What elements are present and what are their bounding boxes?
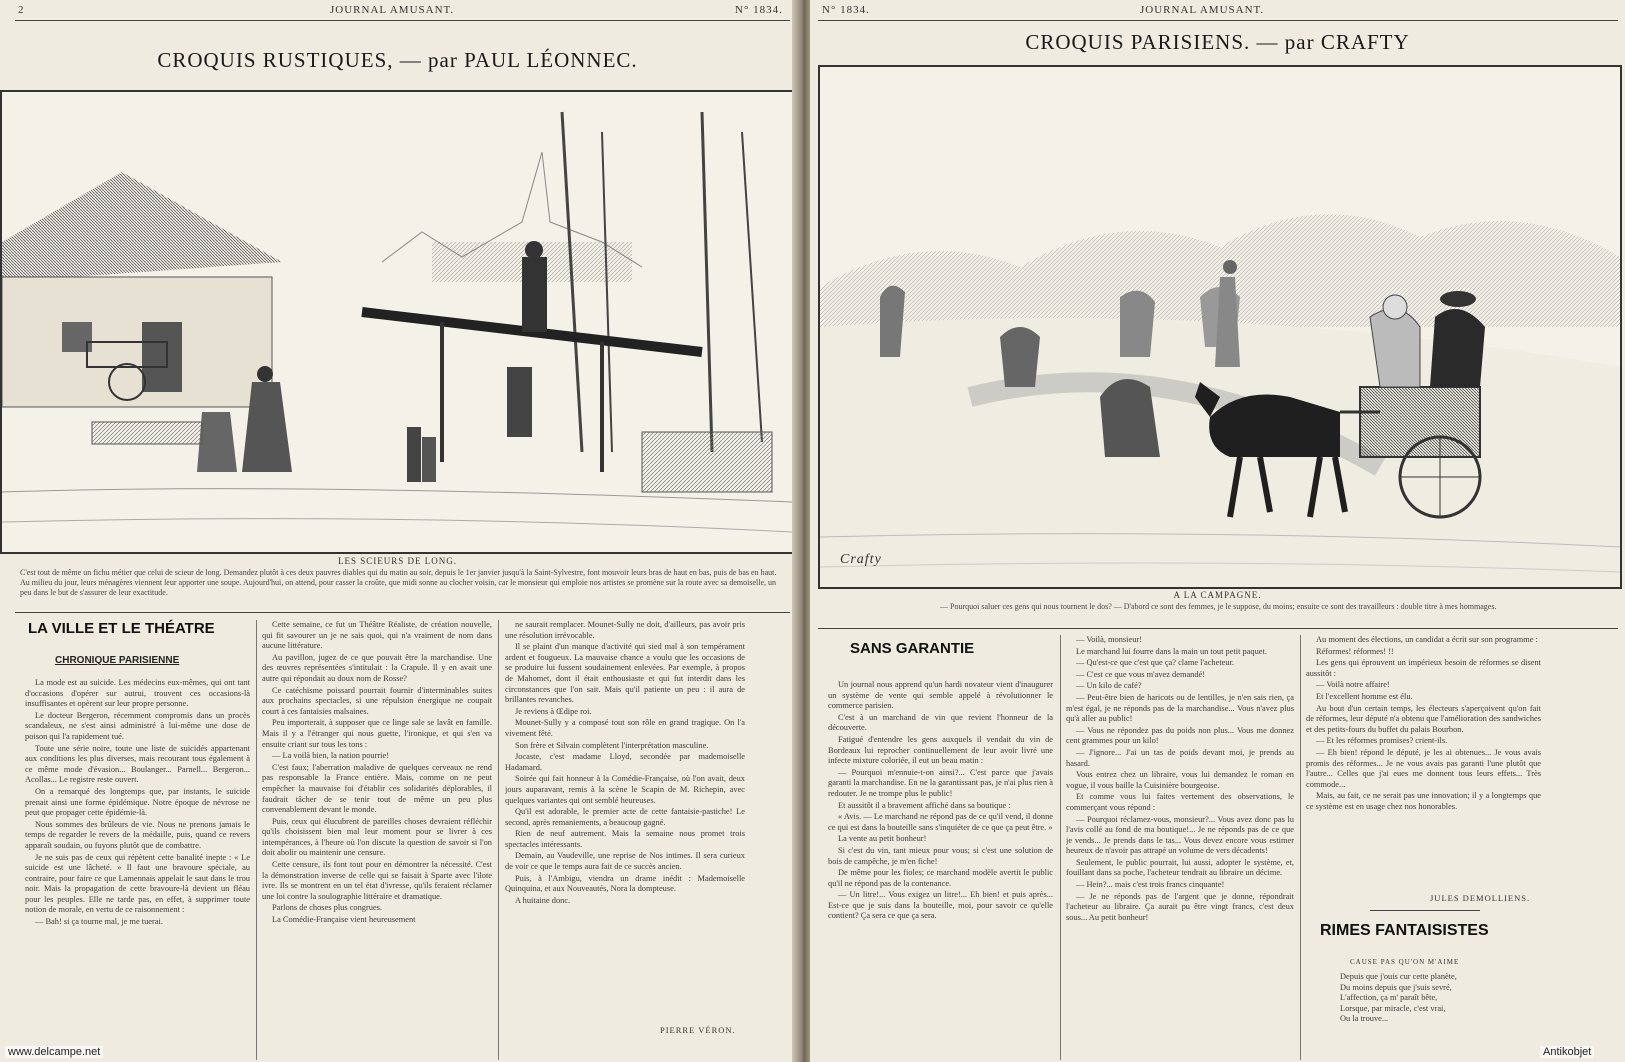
paragraph: Au bout d'un certain temps, les électeurs s'aperçoivent qu'on fait de réformes, leur député n'a obtenu que l'amélioration des sandwiches et des petits-fours du buffet du palais Bourbon.	[1306, 703, 1541, 734]
paragraph: On a remarqué des longtemps que, par instants, le suicide prenait ainsi une forme épidémique. Notre époque de névrose ne peut que propager cette épidémie-là.	[25, 786, 250, 818]
paragraph: ne saurait remplacer. Mounet-Sully ne doit, d'ailleurs, pas avoir pris une résolution irrévocable.	[505, 620, 745, 640]
paragraph: — Bah! si ça tourne mal, je me tuerai.	[35, 917, 163, 927]
paragraph: Peu importerait, à supposer que ce linge sale se lavât en famille. Mais il y a l'étranger qui nous guette, l'ironique, et qui s'en va ensuite criant sur tous les tons :	[262, 718, 492, 749]
paragraph: Fatigué d'entendre les gens auxquels il vendait du vin de Bordeaux lui reprocher continuellement de leur avoir livré une infecte mixture coloriée, il eut un beau matin :	[828, 734, 1053, 766]
column-chronique-1	[25, 678, 250, 1062]
paragraph: Son frère et Silvain complètent l'interprétation masculine.	[515, 740, 709, 750]
poem-verses	[1340, 972, 1540, 1047]
paragraph: Puis, ceux qui élucubrent de pareilles choses devraient réfléchir qu'ils choisissent bien mal leur moment pour se livrer à ces intempérances, à l'heure où l'on discute la question de savoir si l'on doit abolir ou maintenir une censure.	[262, 816, 492, 858]
section-title-sans-garantie: SANS GARANTIE	[850, 640, 975, 657]
page-title: CROQUIS PARISIENS. — par CRAFTY	[1025, 30, 1410, 54]
paragraph: Toute une série noire, toute une liste de suicidés appartenant aux conditions les plus diverses, mais recourant tous également à ce même mode d'évasion... Boulanger... Parnell... Bergeron... Acollas... Le registre reste ouvert.	[25, 743, 250, 785]
paragraph: — Eh bien! répond le député, je les ai obtenues... Je vous avais promis des réformes... Je ne vous avais pas garanti l'une plutôt que l'autre... Celles que j'ai eues me donnent tous leurs effets... Très commode...	[1306, 747, 1541, 789]
poem-line: Lorsque, par miracle, c'est vrai,	[1340, 1003, 1446, 1013]
right-page	[810, 0, 1625, 1062]
column-sans-garantie-1	[828, 680, 1053, 1062]
paragraph: Parlons de choses plus congrues.	[272, 903, 383, 913]
paragraph: Puis, à l'Ambigu, viendra un drame inédit : Mademoiselle Quinquina, et aux Nouveautés, Nora la dompteuse.	[505, 873, 745, 894]
header-rule	[818, 20, 1618, 21]
paragraph: La mode est au suicide. Les médecins eux-mêmes, qui ont tant d'occasions d'opérer sur autrui, trouvent ces occasions-là insuffisantes et opèrent sur leur propre personne.	[25, 678, 250, 709]
issue-number: N° 1834.	[735, 4, 783, 16]
paragraph: Au pavillon, jugez de ce que pouvait être la marchandise. Une des œuvres représentées s'intitulait : la Crapule. Il y en avait une autre qui répondait au doux nom de Rosse?	[262, 652, 492, 683]
paragraph: Et l'excellent homme est élu.	[1316, 691, 1413, 701]
paragraph: Si c'est du vin, tant mieux pour vous; si c'est une solution de bois de campêche, je m'en fiche!	[828, 845, 1053, 866]
paragraph: A huitaine donc.	[515, 895, 571, 905]
paragraph: Mais, au fait, ce ne serait pas une innovation; il y a longtemps que ce système est en usage chez nos honorables.	[1306, 791, 1541, 811]
paragraph: — Et les réformes promises? crient-ils.	[1316, 736, 1448, 746]
column-rule	[256, 620, 257, 1060]
paragraph: Jocaste, c'est madame Lloyd, secondée par mademoiselle Hadamard.	[505, 752, 745, 772]
artist-signature: Crafty	[840, 552, 882, 567]
paragraph: Et comme vous lui faites vertement des observations, le commerçant vous répond :	[1066, 792, 1294, 812]
paragraph: Qu'il est adorable, le premier acte de cette fantaisie-pastiche! Le second, après remaniements, a beaucoup gagné.	[505, 807, 745, 827]
paragraph: Ce catéchisme poissard pourrait fournir d'interminables suites aux prochains spectacles, si une répulsion énergique ne coupait court à ces fantaisies malsaines.	[262, 685, 492, 716]
poem-line: Depuis que j'ouis cur cette planète,	[1340, 972, 1457, 981]
paragraph: — La voilà bien, la nation pourrie!	[272, 751, 389, 761]
paragraph: — Hein?... mais c'est trois francs cinquante!	[1076, 880, 1225, 890]
page-number: 2	[18, 4, 25, 16]
paragraph: C'est faux; l'aberration maladive de quelques cerveaux ne rend pas responsable la France entière. Mais, comme on ne peut empêcher la mauvaise foi d'établir ces solidarités déplorables, il faudrait tâcher de se tenir tout de même un peu plus convenablement devant le monde.	[262, 762, 492, 815]
column-rule	[1060, 635, 1061, 1060]
paragraph: Rien de neuf autrement. Mais la semaine nous promet trois spectacles intéressants.	[505, 829, 745, 849]
watermark-antikobjet: Antikobjet	[1540, 1046, 1594, 1058]
paragraph: Il se plaint d'un manque d'activité qui sied mal à son tempérament ardent et fougueux. La mauvaise chance a voulu que les occasions de se produire lui fussent soudainement enlevées. Par exemple, à propos de Mahomet, dont il était enthousiaste et qui fut interdit dans les circonstances que l'on sait. Mais qu'il patiente un peu : il aura de brillantes revanches.	[505, 642, 745, 705]
paragraph: — Qu'est-ce que c'est que ça? clame l'acheteur.	[1076, 658, 1234, 668]
paragraph: La vente au petit bonheur!	[838, 834, 927, 844]
divider-rule	[15, 612, 790, 613]
paragraph: C'est à un marchand de vin que revient l'honneur de la découverte.	[828, 712, 1053, 733]
poem-line: Du moins depuis que j'suis sevré,	[1340, 982, 1452, 992]
illustration-legend: C'est tout de même un fichu métier que celui de scieur de long. Demandez plutôt à ces deux pauvres diables qui du matin au soir, depuis le 1er janvier jusqu'à la Saint-Sylvestre, font mouvoir leurs bras de haut en bas, puis de bas en haut. Au milieu du jour, leurs ménagères viennent leur apporter une soupe. Aujourd'hui, on attend, pour casser la croûte, que midi sonne au clocher voisin, car le monsieur qui emploie nos artistes se promène sur la route avec sa demoiselle, un peu dans le but de s'assurer de leur exactitude.	[20, 568, 777, 597]
page-title: CROQUIS RUSTIQUES, — par PAUL LÉONNEC.	[157, 48, 638, 72]
column-rule	[1300, 635, 1301, 1060]
paragraph: Soirée qui fait honneur à la Comédie-Française, où l'on avait, deux jours auparavant, remis à la scène le Scapin de M. Richepin, avec quelques variantes qui ont semblé heureuses.	[505, 774, 745, 805]
divider-rule	[818, 628, 1618, 629]
paragraph: Cette semaine, ce fut un Théâtre Réaliste, de création nouvelle, qui fit savourer un je ne sais quoi, qui n'a vraiment de nom dans aucune littérature.	[262, 620, 492, 651]
author-signature: PIERRE VÉRON.	[660, 1025, 736, 1035]
paragraph: Au moment des élections, un candidat a écrit sur son programme :	[1316, 635, 1538, 644]
column-rule	[498, 620, 499, 1060]
section-subtitle-chronique: CHRONIQUE PARISIENNE	[55, 655, 180, 666]
paragraph: — Pourquoi réclamez-vous, monsieur?... Vous avez donc pas lu l'avis collé au fond de ma boutique!... Je ne réponds pas de ce que je vends... Je prends dans le tas... Vous devez encore vous estimer heureux de n'avoir pas attrapé un volume de vers décadents!	[1066, 814, 1294, 856]
illustration-scieurs	[0, 90, 794, 554]
paragraph: Cette censure, ils font tout pour en démontrer la nécessité. C'est la démonstration inverse de celle qui se faisait à Sparte avec l'ilote ivre. Ils se montrent en un tel état d'ivresse, qu'ils feraient réclamer une loi contre la soulographie littéraire et dramatique.	[262, 860, 492, 901]
paragraph: « Avis. — Le marchand ne répond pas de ce qu'il vend, il donne ce qui est dans la bouteille sans s'inquiéter de ce que ça peut être. »	[828, 812, 1053, 832]
section-title-ville-theatre: LA VILLE ET LE THÉATRE	[28, 620, 215, 637]
short-rule	[1370, 910, 1480, 911]
paragraph: — Voilà, monsieur!	[1076, 635, 1142, 644]
poem-line: L'affection, ça m' paraît bête,	[1340, 993, 1438, 1003]
paragraph: Et aussitôt il a bravement affiché dans sa boutique :	[838, 800, 1011, 810]
illustration-caption: LES SCIEURS DE LONG.	[337, 556, 457, 566]
column-sans-garantie-2	[1066, 635, 1294, 1062]
paragraph: — J'ignore... J'ai un tas de poids devant moi, je prends au hasard.	[1066, 747, 1294, 768]
poem-heading: CAUSE PAS QU'ON M'AIME	[1350, 958, 1460, 966]
paragraph: — Je ne réponds pas de l'argent que je donne, répondrait l'acheteur au libraire. Ça aurait pu être vingt francs, c'est deux sous... Au petit bonheur!	[1066, 891, 1294, 922]
paragraph: Je ne suis pas de ceux qui répètent cette banalité inepte : « Le suicide est une lâcheté. » Il faut une bravoure spéciale, au contraire, pour faire ce que Lamennais appelait le saut dans le trou noir. Mais la propagation de cette bravoure-là devient un fléau pour les peuples. Elle ne tarde pas, en effet, à supprimer toute notion de morale, en vertu de ce raisonnement :	[25, 852, 250, 915]
paragraph: De même pour les fioles; ce marchand modèle avertit le public qu'il ne répond pas de la contenance.	[828, 868, 1053, 888]
engraving-rustic-scene	[2, 92, 792, 552]
running-head: JOURNAL AMUSANT.	[330, 4, 455, 16]
paragraph: Vous entrez chez un libraire, vous lui demandez le roman en vogue, il vous baille la Cuisinière bourgeoise.	[1066, 770, 1294, 790]
header-rule	[15, 20, 790, 21]
watermark-delcampe: www.delcampe.net	[5, 1046, 103, 1058]
paragraph: La Comédie-Française vient heureusement	[272, 915, 416, 925]
paragraph: Demain, au Vaudeville, une reprise de Nos intimes. Il sera curieux de voir ce que le temps aura fait de ce succès ancien.	[505, 851, 745, 872]
paragraph: Le marchand lui fourre dans la main un tout petit paquet.	[1076, 646, 1267, 656]
paragraph: — C'est ce que vous m'avez demandé!	[1076, 669, 1206, 679]
engraving-countryside-scene	[820, 67, 1620, 587]
paragraph: — Un kilo de café?	[1076, 681, 1142, 691]
poem-line: Ou la trouve...	[1340, 1014, 1389, 1024]
paragraph: — Un litre!... Vous exigez un litre!... Eh bien! et puis après... Est-ce que je suis dans la bouteille, moi, pour savoir ce qu'elle contient? Ça sera ce que ça sera.	[828, 890, 1053, 921]
issue-number: N° 1834.	[822, 4, 870, 16]
illustration-caption: A LA CAMPAGNE.	[1173, 590, 1262, 600]
paragraph: Seulement, le public pourrait, lui aussi, adopter le système, et, fouillant dans sa poche, l'acheteur tendrait au libraire un décime.	[1066, 857, 1294, 878]
paragraph: Le docteur Bergeron, récemment compromis dans un procès scandaleux, ne s'est ainsi administré à lui-même une dose de poison qui l'a rapidement tué.	[25, 710, 250, 741]
paragraph: — Vous ne répondez pas du poids non plus... Vous me donnez cent grammes pour un kilo!	[1066, 725, 1294, 746]
column-chronique-3	[505, 620, 745, 1020]
running-head: JOURNAL AMUSANT.	[1140, 4, 1265, 16]
paragraph: Nous sommes des brûleurs de vie. Nous ne prenons jamais le temps de regarder le revers de la médaille, puis, quand ce revers apparaît soudain, ou fuyons plutôt que de combattre.	[25, 819, 250, 850]
paragraph: Je reviens à Œdipe roi.	[515, 706, 592, 716]
illustration-legend: — Pourquoi saluer ces gens qui nous tournent le dos? — D'abord ce sont des femmes, je le suppose, du moins; ensuite ce sont des travailleurs : double titre à mes hommages.	[940, 602, 1497, 611]
paragraph: Un journal nous apprend qu'un hardi novateur vient d'inaugurer un système de vente qui semble appelé à révolutionner le commerce parisien.	[828, 680, 1053, 711]
left-page	[0, 0, 795, 1062]
author-signature: JULES DEMOLLIENS.	[1430, 893, 1531, 903]
paragraph: Mounet-Sully y a composé tout son rôle en grand tragique. On l'a vivement fêté.	[505, 718, 745, 738]
paragraph: — Peut-être bien de haricots ou de lentilles, je n'en sais rien, ça m'est égal, je ne réponds pas de la marchandise... Vous n'avez plus qu'à aller au public!	[1066, 692, 1294, 724]
column-chronique-2	[262, 620, 492, 1062]
paragraph: Les gens qui éprouvent un impérieux besoin de réformes se disent aussitôt :	[1306, 658, 1541, 678]
paragraph: Réformes! réformes! !!	[1316, 646, 1394, 656]
paragraph: — Voilà notre affaire!	[1316, 680, 1390, 690]
section-title-rimes: RIMES FANTAISISTES	[1320, 922, 1489, 939]
illustration-campagne	[818, 65, 1622, 589]
paragraph: — Pourquoi m'ennuie-t-on ainsi?... C'est parce que j'avais garanti la marchandise. En ne la garantissant pas, je n'ai plus rien à redouter. Je ne trompe plus le public!	[828, 767, 1053, 798]
column-sans-garantie-3	[1306, 635, 1541, 890]
